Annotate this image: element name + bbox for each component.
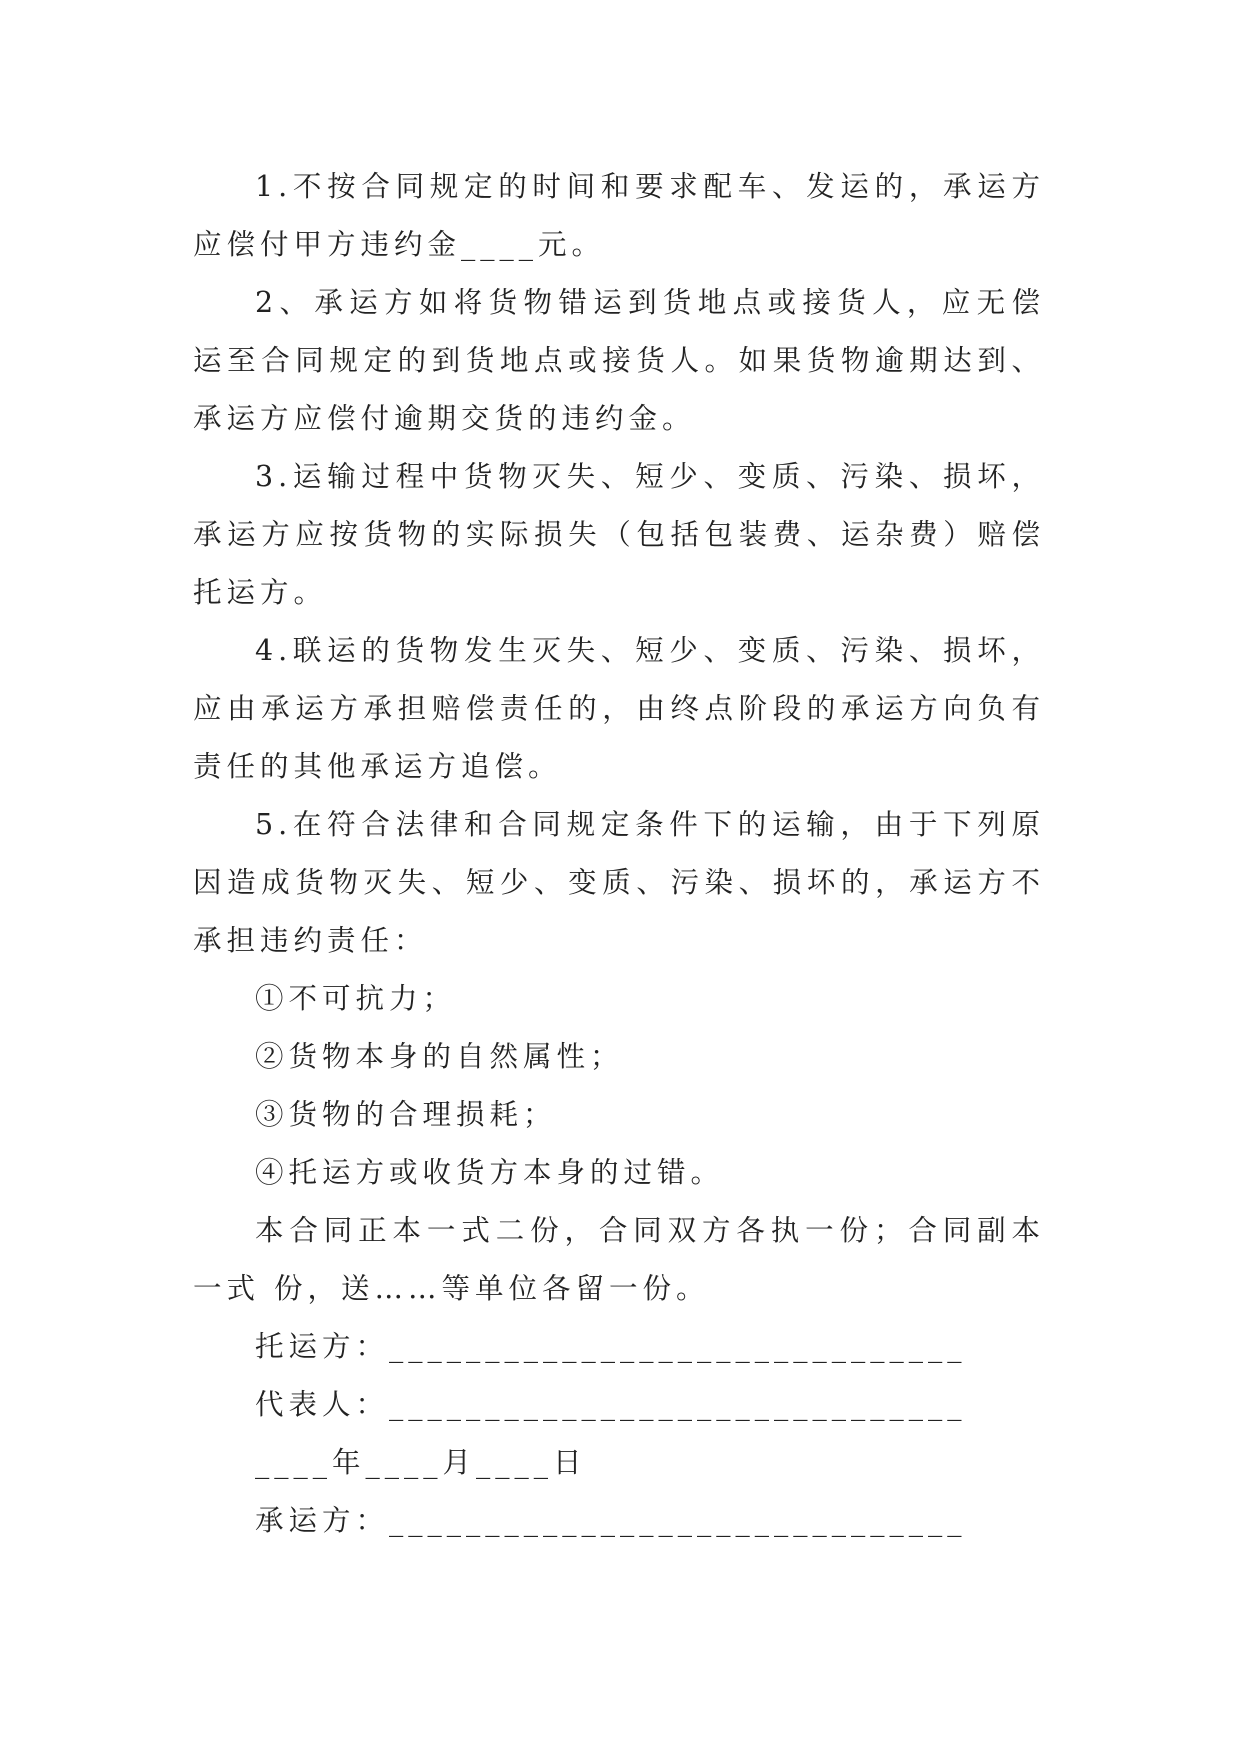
clause-1: 1.不按合同规定的时间和要求配车、发运的，承运方应偿付甲方违约金____元。 xyxy=(193,170,1045,261)
clause-4: 4.联运的货物发生灭失、短少、变质、污染、损坏，应由承运方承担赔偿责任的，由终点阶段的承运方向负有责任的其他承运方追偿。 xyxy=(193,634,1045,783)
carrier-signature-line: 承运方：______________________________ xyxy=(255,1504,967,1537)
representative-signature-line: 代表人：______________________________ xyxy=(255,1388,967,1421)
copies-clause: 本合同正本一式二份，合同双方各执一份；合同副本一式 份，送……等单位各留一份。 xyxy=(193,1214,1045,1305)
exemption-item: ④托运方或收货方本身的过错。 xyxy=(255,1156,725,1189)
date-line: ____年____月____日 xyxy=(255,1446,587,1479)
clause-5: 5.在符合法律和合同规定条件下的运输，由于下列原因造成货物灭失、短少、变质、污染、损坏的，承运方不承担违约责任： xyxy=(193,808,1045,957)
shipper-signature-line: 托运方：______________________________ xyxy=(255,1330,967,1363)
exemption-item: ①不可抗力； xyxy=(255,982,457,1015)
contract-page xyxy=(193,158,1045,1550)
exemption-item: ②货物本身的自然属性； xyxy=(255,1040,624,1073)
clause-3: 3.运输过程中货物灭失、短少、变质、污染、损坏，承运方应按货物的实际损失（包括包装费、运杂费）赔偿托运方。 xyxy=(193,460,1045,609)
exemption-item: ③货物的合理损耗； xyxy=(255,1098,557,1131)
clause-2: 2、承运方如将货物错运到货地点或接货人，应无偿运至合同规定的到货地点或接货人。如果货物逾期达到、承运方应偿付逾期交货的违约金。 xyxy=(193,286,1045,435)
